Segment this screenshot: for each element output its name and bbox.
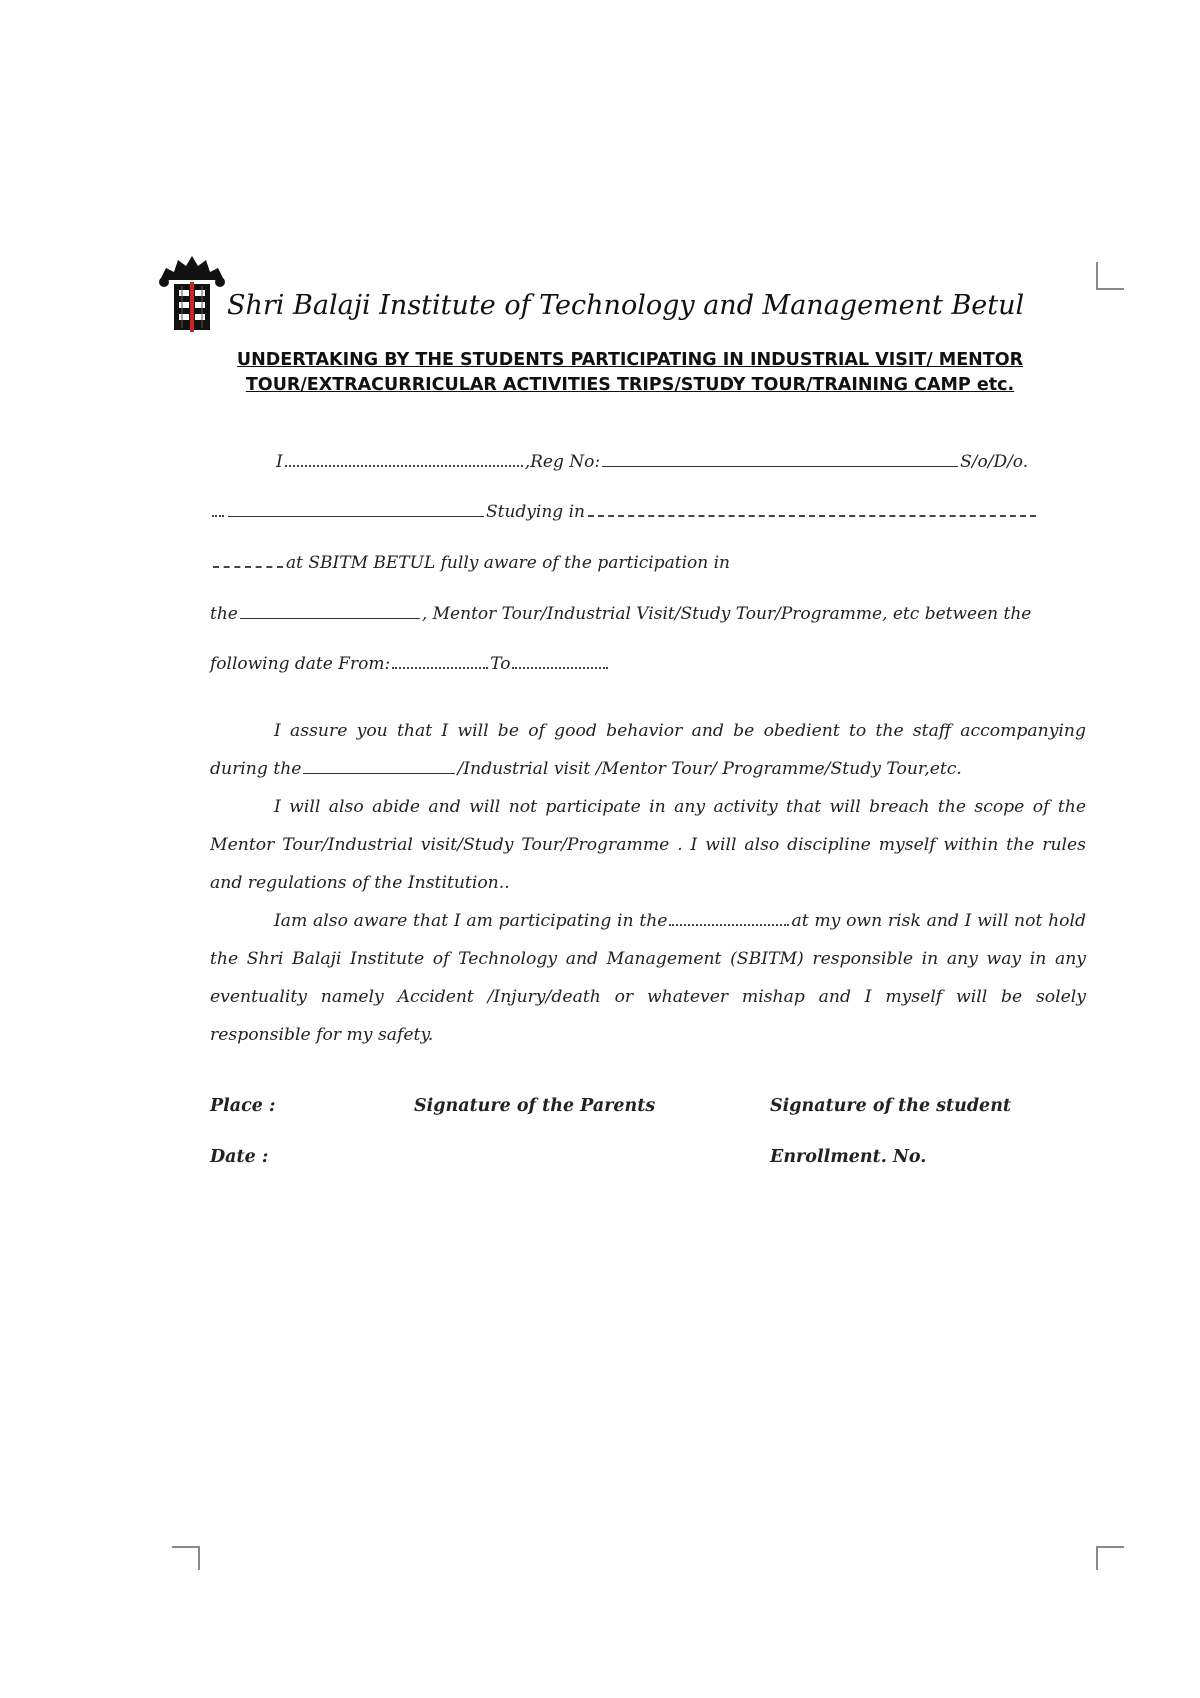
parents-signature-label: Signature of the Parents <box>414 1096 656 1116</box>
the-label: the <box>210 604 238 624</box>
crop-mark-top-right <box>1096 262 1124 290</box>
event-name-blank[interactable] <box>240 617 420 619</box>
from-date-blank[interactable] <box>392 666 488 669</box>
event-blank-3[interactable] <box>669 923 789 926</box>
guardian-name-blank[interactable] <box>228 515 484 517</box>
place-label: Place : <box>210 1096 276 1116</box>
guardian-lead-dots <box>212 514 224 517</box>
paragraph-risk <box>210 902 1086 1054</box>
paragraph-risk-text-b: at my own risk and I will not hold the Shri Balaji Institute of Technology and Management (SBITM) responsible in any way in any eventuality namely Accident /Injury/death or whatever mishap and I myself will be solely responsible for my safety. <box>210 911 1086 1045</box>
semester-blank[interactable] <box>213 565 283 568</box>
to-date-label: To <box>490 654 511 674</box>
student-signature-label: Signature of the student <box>770 1096 1012 1116</box>
form-line-5 <box>210 654 610 674</box>
course-blank[interactable] <box>588 514 1036 517</box>
paragraph-behaviour <box>210 712 1086 788</box>
from-date-label: following date From: <box>210 654 391 674</box>
heading-line-2: TOUR/EXTRACURRICULAR ACTIVITIES TRIPS/STUDY TOUR/TRAINING CAMP etc. <box>245 375 1015 395</box>
undertaking-heading <box>210 348 1050 398</box>
paragraph-behaviour-text-a: I assure you that I will be of good behavior and be obedient to the staff accompanying during the <box>210 721 1086 779</box>
enrollment-no-label: Enrollment. No. <box>770 1147 927 1167</box>
relation-label: S/o/D/o. <box>960 452 1029 472</box>
paragraph-discipline-text: I will also abide and will not participate in any activity that will breach the scope of the Mentor Tour/Industrial visit/Study Tour/Programme . I will also discipline myself within the rules and regulations of the Institution.. <box>210 797 1086 893</box>
form-line-2 <box>210 502 1039 522</box>
participation-text: at SBITM BETUL fully aware of the participation in <box>286 553 730 573</box>
heading-line-1: UNDERTAKING BY THE STUDENTS PARTICIPATING IN INDUSTRIAL VISIT/ MENTOR <box>236 350 1024 370</box>
pronoun-label: I <box>276 452 283 472</box>
form-line-3 <box>210 553 730 573</box>
form-line-4 <box>210 604 1031 624</box>
event-type-text: , Mentor Tour/Industrial Visit/Study Tour/Programme, etc between the <box>421 604 1032 624</box>
crop-mark-bottom-left <box>172 1546 200 1570</box>
crop-mark-bottom-right <box>1096 1546 1124 1570</box>
paragraph-risk-text-a: Iam also aware that I am participating in the <box>274 911 668 931</box>
event-blank-2[interactable] <box>303 772 455 774</box>
reg-no-blank[interactable] <box>602 465 958 467</box>
paragraph-discipline <box>210 788 1086 902</box>
studying-in-label: Studying in <box>486 502 585 522</box>
institute-emblem-icon <box>152 250 232 336</box>
date-label: Date : <box>210 1147 269 1167</box>
to-date-blank[interactable] <box>512 666 608 669</box>
reg-no-label: ,Reg No: <box>524 452 601 472</box>
paragraph-behaviour-text-b: /Industrial visit /Mentor Tour/ Programme/Study Tour,etc. <box>457 759 962 779</box>
form-line-1 <box>276 452 1028 472</box>
document-header <box>152 250 1052 338</box>
institute-name: Shri Balaji Institute of Technology and Management Betul <box>227 290 1025 321</box>
student-name-blank[interactable] <box>285 464 523 467</box>
